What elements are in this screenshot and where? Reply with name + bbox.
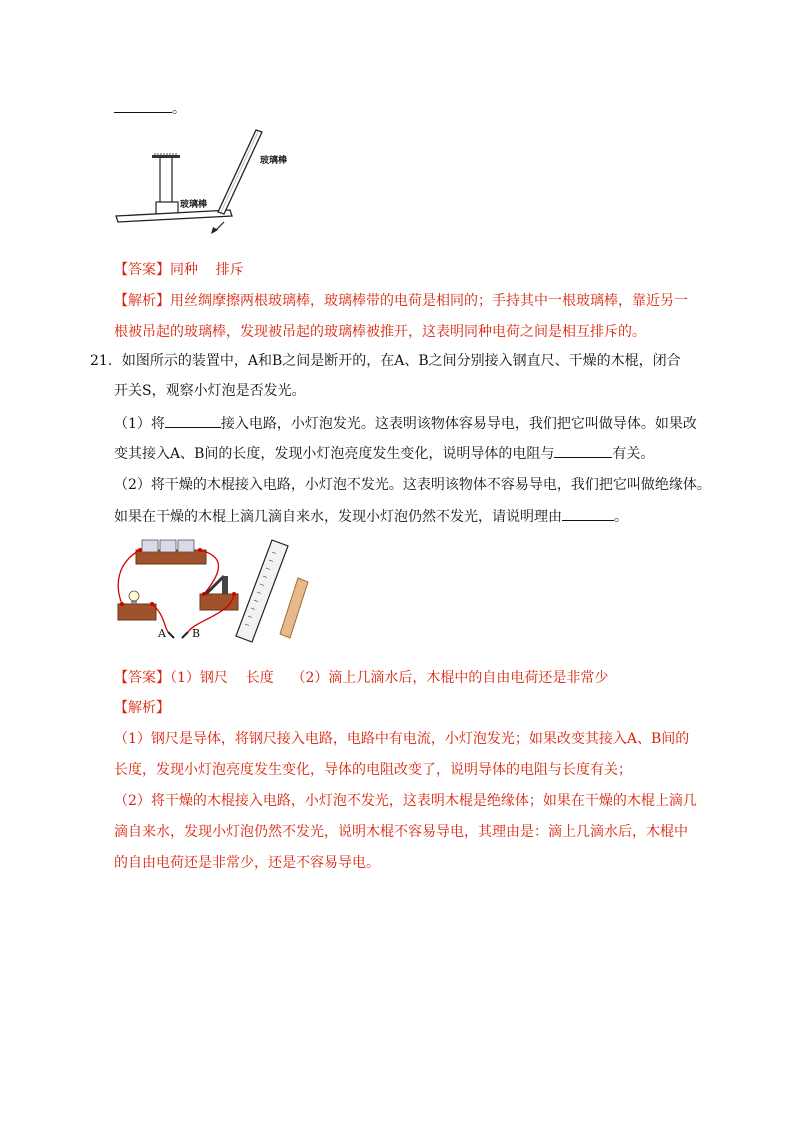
upper-rod-label: 玻璃棒 [260,156,288,166]
answer-text: （1）钢尺 长度 （2）滴上几滴水后，木棍中的自由电荷还是非常少 [170,670,609,686]
prev-analysis-line-1 [114,291,688,311]
question-stem: 如图所示的装置中，A和B之间是断开的，在A、B之间分别接入钢直尺、干燥的木棍，闭合 [121,353,681,369]
punctuation: 。 [614,509,628,525]
text-segment: 如果在干燥的木棍上滴几滴自来水，发现小灯泡仍然不发光，请说明理由 [114,509,562,525]
q21-stem-line-2: 开关S，观察小灯泡是否发光。 [114,383,306,399]
answer-tag: 【答案】 [114,670,170,686]
terminal-b-label: B [192,627,201,640]
q21-analysis-line-3: （2）将干燥的木棍接入电路，小灯泡不发光，这表明木棍是绝缘体；如果在干燥的木棍上滴几 [114,793,697,809]
text-segment: 接入电路，小灯泡发光。这表明该物体容易导电，我们把它叫做导体。如果改 [220,416,697,432]
text-segment: 有关。 [612,446,655,462]
glass-rod-figure [112,124,288,236]
q21-stem-line-1 [90,351,681,371]
q21-analysis-line-2: 长度，发现小灯泡亮度发生变化，导体的电阻改变了，说明导体的电阻与长度有关； [114,762,632,778]
answer-blank [554,443,612,458]
q21-part1-line-2 [114,443,654,464]
q21-analysis-line-4: 滴自来水，发现小灯泡仍然不发光，说明木棍不容易导电，其理由是：滴上几滴水后，木棍中 [114,824,688,840]
q21-answer [114,668,608,688]
q21-analysis-line-1: （1）钢尺是导体，将钢尺接入电路，电路中有电流，小灯泡发光；如果改变其接入A、B间的 [114,731,690,747]
lower-rod-label: 玻璃棒 [180,200,208,210]
text-segment: （1）将 [114,416,165,432]
prev-analysis-line-2: 根被吊起的玻璃棒，发现被吊起的玻璃棒被推开，这表明同种电荷之间是相互排斥的。 [114,324,646,340]
answer-text: 同种 排斥 [170,262,244,278]
terminal-a-label: A [158,627,166,640]
prev-answer [114,260,244,280]
q21-analysis-line-5: 的自由电荷还是非常少，还是不容易导电。 [114,855,380,871]
answer-blank [165,413,221,428]
analysis-tag: 【解析】 [114,293,170,309]
answer-blank [114,98,172,113]
prev-answer-blank-line [114,98,186,119]
text-segment: 变其接入A、B间的长度，发现小灯泡亮度发生变化，说明导体的电阻与 [114,446,555,462]
q21-analysis-tag: 【解析】 [114,700,170,716]
q21-part2-line-1: （2）将干燥的木棍接入电路，小灯泡不发光。这表明该物体不容易导电，我们把它叫做绝缘体。 [114,477,711,493]
analysis-text: 用丝绸摩擦两根玻璃棒，玻璃棒带的电荷是相同的；手持其中一根玻璃棒，靠近另一 [170,293,688,309]
answer-blank [562,506,614,521]
punctuation: 。 [172,101,186,117]
answer-tag: 【答案】 [114,262,170,278]
q21-part1-line-1 [114,413,697,434]
q21-part2-line-2 [114,506,628,527]
question-number: 21． [90,353,122,369]
circuit-figure [112,534,322,646]
